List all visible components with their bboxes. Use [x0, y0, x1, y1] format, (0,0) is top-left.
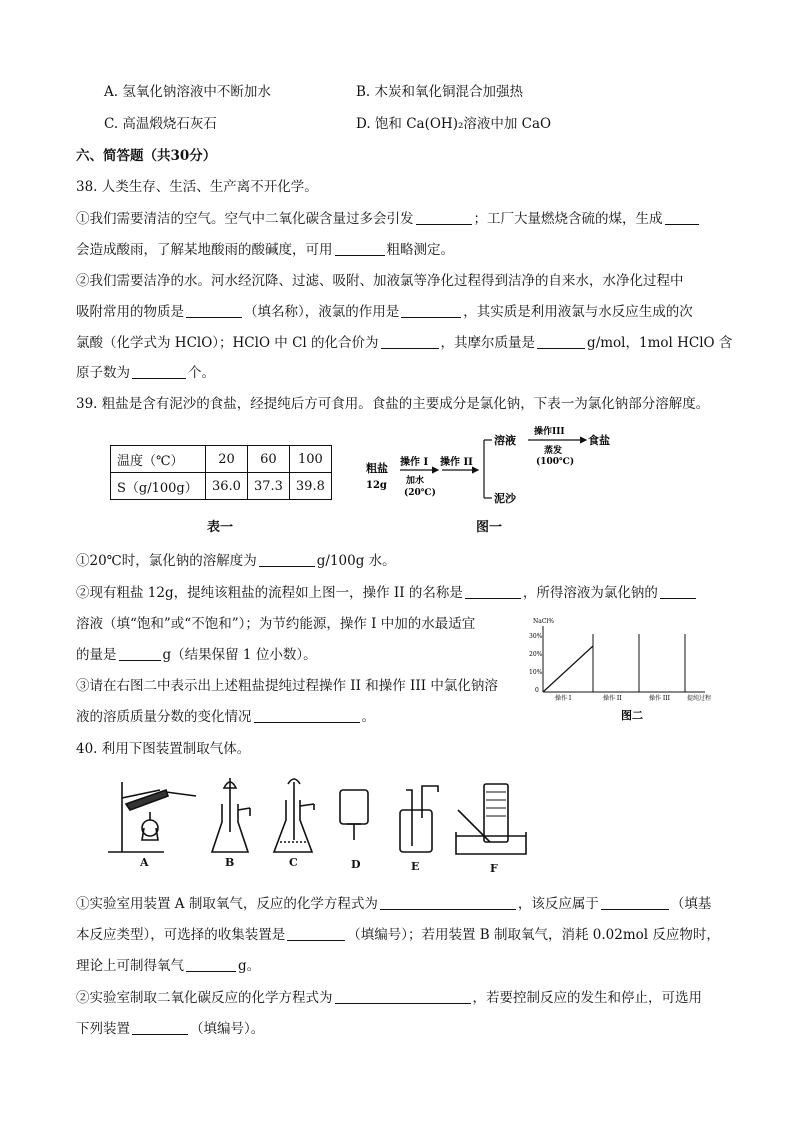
q39-line-2: ②现有粗盐 12g，提纯该粗盐的流程如上图一，操作 II 的名称是 ，所得溶液为氯化钠的	[76, 584, 698, 602]
table-caption: 表一	[207, 520, 234, 535]
flow-product-label: 食盐	[588, 434, 610, 447]
graph-two[interactable]	[515, 612, 715, 730]
flow-op1-note2: (20℃)	[404, 488, 436, 498]
section-heading: 六、简答题（共30分）	[76, 148, 217, 164]
q38-line-2: 会造成酸雨，了解某地酸雨的酸碱度，可用 粗略测定。	[76, 242, 454, 258]
q39-line-3: 溶液（填“饱和”或“不饱和”）；为节约能源，操作 I 中加的水最适宜	[76, 616, 476, 632]
graph-xtick: 操作 I	[555, 695, 572, 702]
purification-flow-diagram	[360, 420, 610, 512]
answer-blank[interactable]	[119, 646, 161, 661]
answer-blank[interactable]	[132, 364, 186, 379]
q39-line-4: 的量是 g（结果保留 1 位小数）。	[76, 647, 317, 663]
q40-line-2: 本反应类型），可选择的收集装置是 （填编号）；若用装置 B 制取氧气，消耗 0.02mol 反应物时，	[76, 927, 720, 943]
q39-line-5: ③请在右图二中表示出上述粗盐提纯过程操作 II 和操作 III 中氯化钠溶	[76, 678, 498, 694]
flow-op1-note1: 加水	[406, 476, 425, 486]
flow-start-label: 粗盐	[366, 462, 388, 475]
q39-title: 39. 粗盐是含有泥沙的食盐，经提纯后方可食用。食盐的主要成分是氯化钠，下表一为氯化钠部分溶解度。	[76, 396, 710, 412]
option-b: B. 木炭和氧化铜混合加强热	[356, 84, 524, 100]
graph-ytick: 10%	[529, 669, 543, 676]
apparatus-figure	[100, 770, 540, 880]
flow-op3-label: 操作III	[534, 427, 565, 437]
flow-op3-note2: (100℃)	[536, 457, 575, 467]
table-header-cell: 60	[247, 446, 289, 473]
answer-blank[interactable]	[537, 334, 585, 349]
flow-mass-label: 12g	[366, 480, 387, 491]
q38-line-3: ②我们需要洁净的水。河水经沉降、过滤、吸附、加液氯等净化过程得到洁净的自来水，水净化过程中	[76, 273, 684, 289]
q39-line-1: ①20℃时，氯化钠的溶解度为 g/100g 水。	[76, 553, 396, 569]
apparatus-a-icon	[108, 782, 196, 852]
apparatus-f-icon	[456, 784, 526, 854]
graph-ytick: 20%	[529, 651, 543, 658]
graph-ytick: 0	[535, 687, 539, 694]
table-row	[111, 446, 332, 473]
q38-line-6: 原子数为 个。	[76, 365, 215, 381]
flow-op3-note1: 蒸发	[544, 446, 563, 456]
option-c: C. 高温煅烧石灰石	[104, 116, 217, 132]
answer-blank[interactable]	[335, 241, 385, 256]
graph-caption: 图二	[621, 709, 643, 722]
q40-line-1: ①实验室用装置 A 制取氧气，反应的化学方程式为 ，该反应属于 （填基	[76, 896, 712, 912]
answer-blank[interactable]	[380, 895, 516, 910]
answer-blank[interactable]	[381, 334, 439, 349]
flow-op1-label: 操作 I	[400, 457, 429, 468]
table-header-cell: 100	[289, 446, 331, 473]
graph-xtick: 操作 III	[649, 695, 671, 702]
table-header-cell: 温度（℃）	[111, 446, 206, 473]
answer-blank[interactable]	[665, 210, 699, 225]
table-cell: S（g/100g）	[111, 473, 206, 500]
table-cell: 37.3	[247, 473, 289, 500]
answer-blank[interactable]	[335, 989, 471, 1004]
apparatus-label: F	[490, 862, 498, 875]
apparatus-label: B	[225, 856, 235, 869]
q39-line-6: 液的溶质质量分数的变化情况 。	[76, 709, 375, 725]
answer-blank[interactable]	[259, 552, 315, 567]
q38-line-4: 吸附常用的物质是 （填名称），液氯的作用是 ，其实质是利用液氯与水反应生成的次	[76, 304, 693, 320]
q40-title: 40. 利用下图装置制取气体。	[76, 741, 251, 757]
apparatus-c-icon	[274, 779, 314, 852]
q38-title: 38. 人类生存、生活、生产离不开化学。	[76, 179, 318, 195]
q40-line-5: 下列装置 （填编号）。	[76, 1021, 265, 1037]
apparatus-label: A	[140, 856, 149, 869]
table-row	[111, 473, 332, 500]
apparatus-e-icon	[400, 786, 438, 852]
answer-blank[interactable]	[186, 957, 236, 972]
table-header-cell: 20	[206, 446, 248, 473]
apparatus-d-icon	[340, 790, 368, 840]
q40-line-4: ②实验室制取二氧化碳反应的化学方程式为 ，若要控制反应的发生和停止，可选用	[76, 990, 702, 1006]
graph-curve	[543, 646, 593, 692]
graph-ylabel: NaCl%	[533, 618, 555, 625]
answer-blank[interactable]	[132, 1020, 188, 1035]
apparatus-b-icon	[212, 778, 250, 852]
q38-line-1: ①我们需要清洁的空气。空气中二氧化碳含量过多会引发 ；工厂大量燃烧含硫的煤，生成	[76, 210, 701, 228]
flow-caption: 图一	[476, 520, 503, 535]
apparatus-label: E	[411, 860, 420, 873]
table-cell: 39.8	[289, 473, 331, 500]
solubility-table	[110, 445, 332, 500]
answer-blank[interactable]	[186, 303, 242, 318]
apparatus-label: D	[351, 858, 361, 871]
graph-xlabel: 提纯过程	[687, 695, 712, 702]
flow-op2-label: 操作 II	[440, 457, 473, 468]
answer-blank[interactable]	[601, 895, 669, 910]
graph-ytick: 30%	[529, 633, 543, 640]
answer-blank[interactable]	[254, 708, 360, 723]
table-cell: 36.0	[206, 473, 248, 500]
answer-blank[interactable]	[660, 584, 696, 599]
q38-line-5: 氯酸（化学式为 HClO）；HClO 中 Cl 的化合价为 ，其摩尔质量是 g/mol，1mol HClO 含	[76, 335, 733, 351]
answer-blank[interactable]	[287, 926, 345, 941]
option-d: D. 饱和 Ca(OH)₂溶液中加 CaO	[356, 116, 552, 132]
flow-residue-label: 泥沙	[494, 492, 516, 505]
option-a: A. 氢氧化钠溶液中不断加水	[104, 84, 271, 100]
apparatus-label: C	[289, 856, 298, 869]
answer-blank[interactable]	[465, 584, 521, 599]
answer-blank[interactable]	[416, 210, 472, 225]
q40-line-3: 理论上可制得氧气 g。	[76, 958, 261, 974]
answer-blank[interactable]	[401, 303, 461, 318]
graph-xtick: 操作 II	[603, 695, 622, 702]
flow-solution-label: 溶液	[494, 434, 516, 447]
